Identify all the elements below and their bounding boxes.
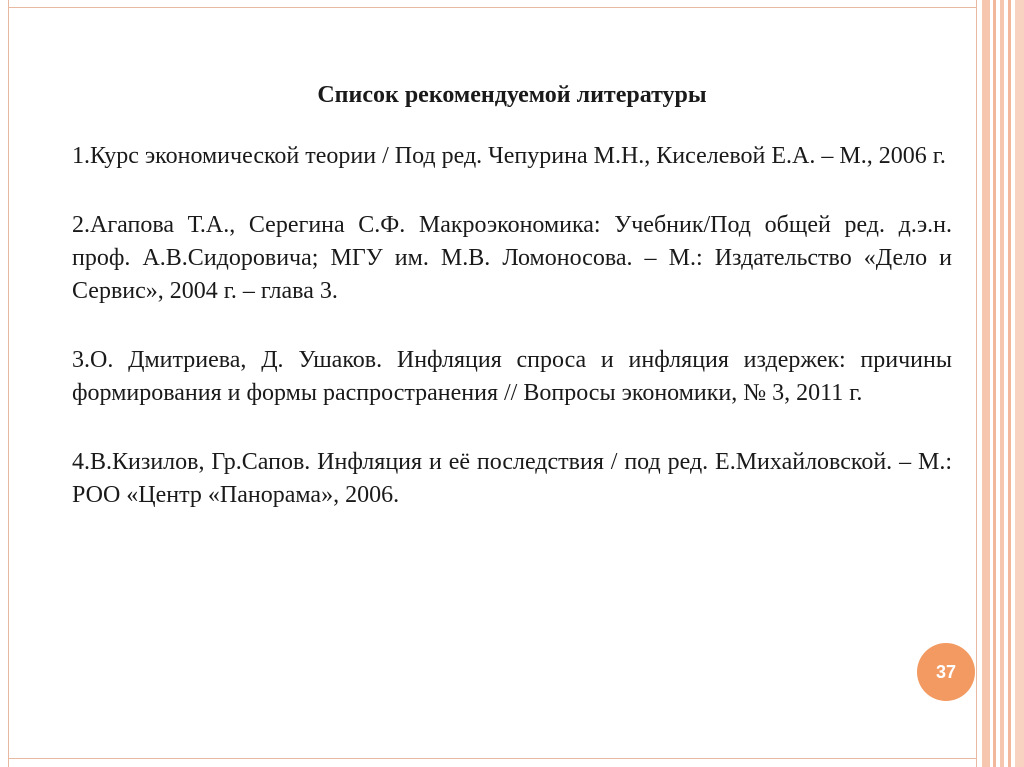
reference-item-4: 4.В.Кизилов, Гр.Сапов. Инфляция и её последствия / под ред. Е.Михайловской. – М.: РОО «Центр «Панорама», 2006. [72,449,952,508]
decor-stripe [993,0,996,767]
frame-line-left [8,0,9,767]
reference-list [72,140,952,548]
reference-item-1: 1.Курс экономической теории / Под ред. Чепурина М.Н., Киселевой Е.А. – М., 2006 г. [72,143,946,169]
reference-item-3: 3.О. Дмитриева, Д. Ушаков. Инфляция спроса и инфляция издержек: причины формирования и формы распространения // Вопросы экономики, № 3, 2011 г. [72,347,952,406]
decor-stripe [1008,0,1011,767]
slide-title: Список рекомендуемой литературы [317,82,707,108]
reference-item-2: 2.Агапова Т.А., Серегина С.Ф. Макроэкономика: Учебник/Под общей ред. д.э.н. проф. А.В.Сидоровича; МГУ им. М.В. Ломоносова. – М.: Издательство «Дело и Сервис», 2004 г. – глава 3. [72,212,952,304]
page-number-badge: 37 [917,643,975,701]
decor-stripe [982,0,990,767]
frame-line-top [8,7,976,8]
decor-stripe [1015,0,1024,767]
frame-line-bottom [8,758,976,759]
decor-stripe [976,0,977,767]
decor-stripe [1000,0,1004,767]
